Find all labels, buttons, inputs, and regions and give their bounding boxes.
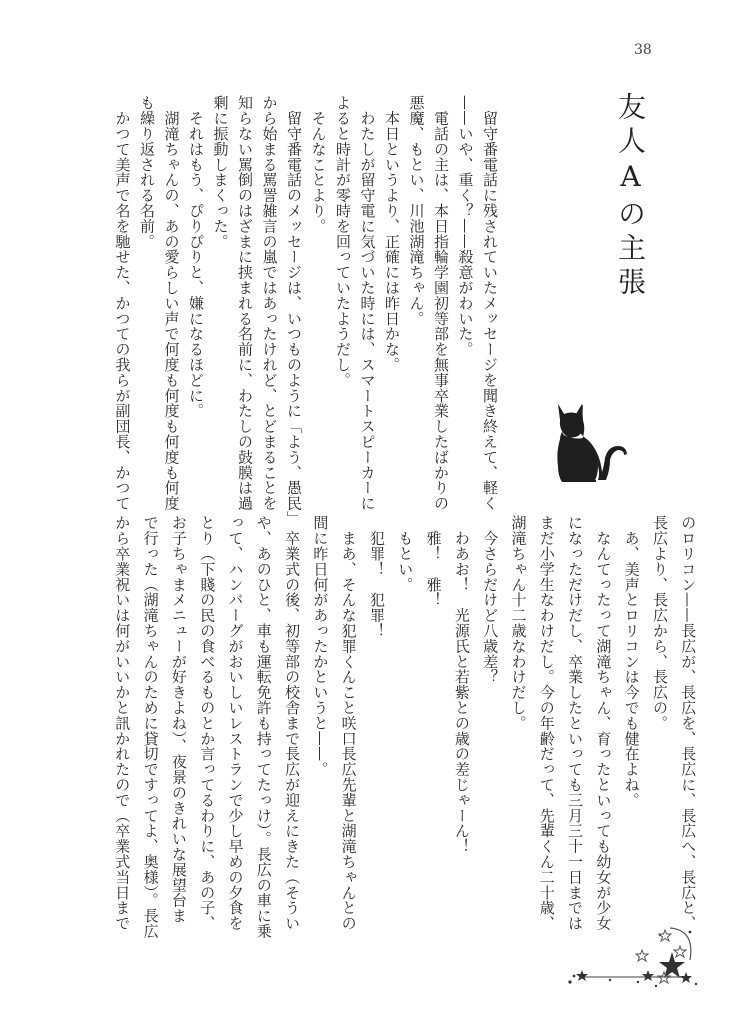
text-column: 湖滝ちゃんの、あの愛らしい声で何度も何度も何度も何度: [162, 95, 181, 511]
text-column: 留守番電話のメッセージは、いつものように「よう、愚民」: [285, 95, 303, 527]
text-column: なんてったって湖滝ちゃん、育ったといっても幼女が少女: [594, 515, 613, 931]
text-column: かつて美声で名を馳せた、かつての我らが副団長、かつて: [113, 95, 132, 511]
text-column: になっただけだし、卒業したといっても三月三十一日までは: [566, 515, 585, 931]
chapter-title: 友人Aの主張: [614, 92, 647, 301]
shooting-stars-icon: [560, 910, 710, 990]
text-column: 電話の主は、本日指輪学園初等部を無事卒業したばかりの: [432, 95, 450, 511]
cat-silhouette-icon: [552, 400, 628, 484]
text-column: も繰り返される名前。: [138, 95, 156, 249]
text-column: もとい。: [396, 515, 415, 592]
text-column: まあ、そんな犯罪くんこと咲口長広先輩と湖滝ちゃんとの: [339, 515, 358, 931]
text-column: とり（下賤の民の食べるものとか言ってるわりに、あの子、: [198, 515, 217, 931]
upper-text-block: [110, 95, 502, 527]
text-column: 剰に振動しまくった。: [211, 95, 230, 249]
text-column: 今さらだけど八歳差？: [481, 515, 500, 685]
text-column: まだ小学生なわけだし。今の年齢だって、先輩くん二十歳、: [537, 515, 556, 931]
text-column: ——いや、重く？——殺意がわいた。: [456, 95, 475, 357]
lower-text-block: [108, 515, 702, 945]
text-column: 長広より、長広から、長広の。: [650, 515, 669, 731]
text-column: お子ちゃまメニューが好きよね）、夜景のきれいな展望台ま: [169, 515, 188, 924]
text-column: わたしが留守電に気づいた時には、スマートスピーカーに: [358, 95, 377, 511]
text-column: わあお！ 光源氏と若紫との歳の差じゃーん！: [452, 515, 471, 854]
text-column: 間に昨日何があったかというと——。: [311, 515, 330, 777]
text-column: から始まる罵詈雑言の嵐ではあったけれど、とどまることを: [260, 95, 279, 511]
text-column: や、あのひと、車も運転免許も持ってたっけ）。長広の車に乗: [254, 515, 273, 939]
text-column: のロリコン——長広が、長広を、長広に、長広へ、長広と、: [679, 515, 698, 931]
text-column: あ、美声とロリコンは今でも健在よね。: [622, 515, 641, 808]
text-column: で行った（湖滝ちゃんのために貸切ですってよ、奥様）。長広: [141, 515, 160, 939]
text-column: から卒業祝いは何がいいかと訊かれたので（卒業式当日まで: [113, 515, 132, 931]
text-column: 湖滝ちゃん十二歳なわけだし。: [509, 515, 528, 731]
text-column: 雅！ 雅！: [424, 515, 443, 608]
text-column: 卒業式の後、初等部の校舎まで長広が迎えにきた（そうい: [283, 515, 302, 931]
text-column: そんなことより。: [309, 95, 328, 234]
text-column: 留守番電話に残されていたメッセージを聞き終えて、軽く: [481, 95, 499, 511]
text-column: それはもう、ぴりぴりと、嫌になるほどに。: [187, 95, 205, 419]
text-column: 知らない罵倒のはざまに挟まれる名前に、わたしの鼓膜は過: [236, 95, 254, 511]
text-column: よると時計が零時を回っていたようだし。: [334, 95, 352, 388]
text-column: 本日というより、正確には昨日かな。: [383, 95, 401, 373]
page-number: 38: [634, 42, 652, 58]
text-column: って、ハンバーグがおいしいレストランで少し早めの夕食を: [226, 515, 245, 931]
text-column: 悪魔、もとい、川池湖滝ちゃん。: [407, 95, 426, 326]
text-column: 犯罪！ 犯罪！: [367, 515, 386, 639]
